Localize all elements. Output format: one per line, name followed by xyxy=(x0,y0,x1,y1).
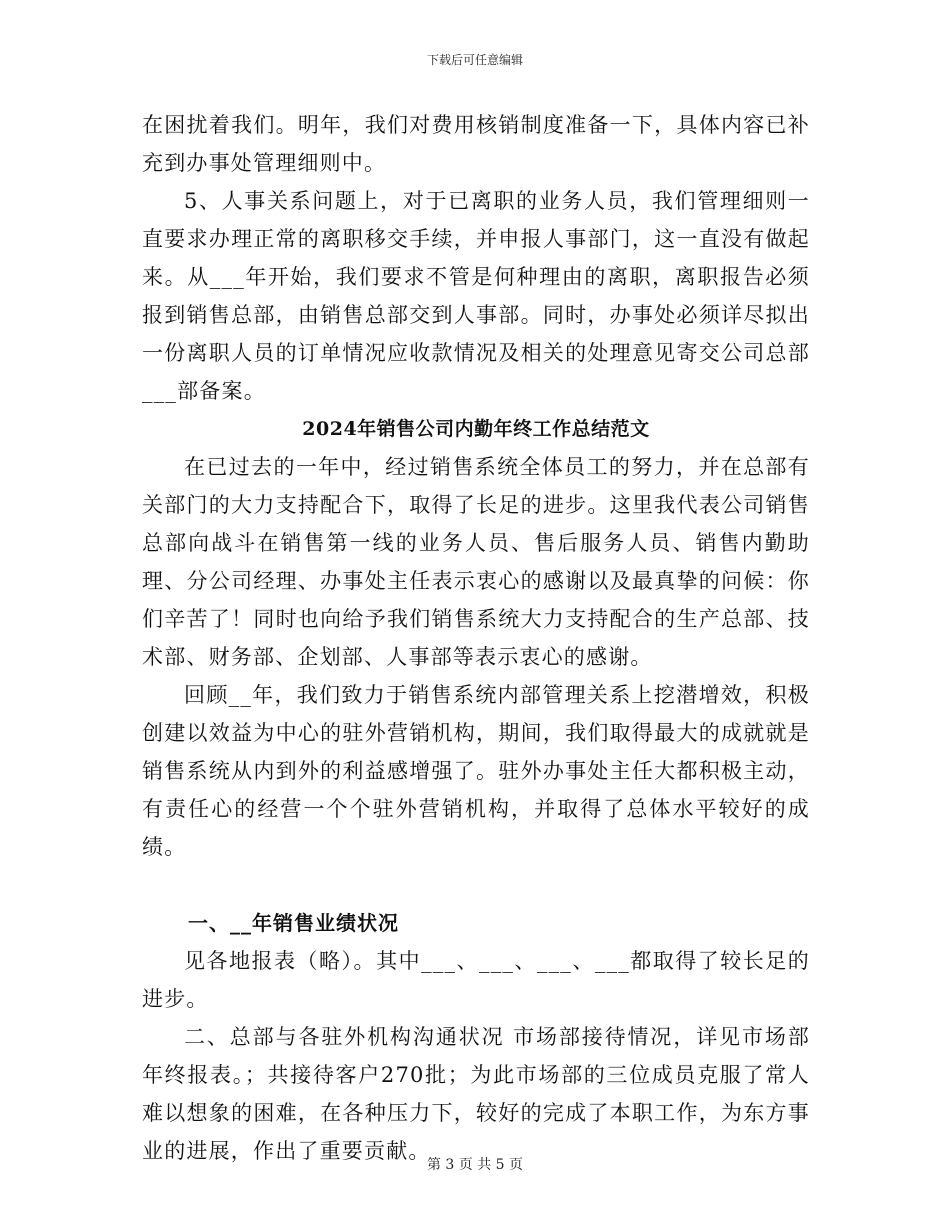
article-title: 2024年销售公司内勤年终工作总结范文 xyxy=(302,418,650,440)
paragraph-review: 回顾__年，我们致力于销售系统内部管理关系上挖潜增效，积极创建以效益为中心的驻外营销机构，期间，我们取得最大的成就就是销售系统从内到外的利益感增强了。驻外办事处主任大都积极主动，有责任心的经营一个个驻外营销机构，并取得了总体水平较好的成绩。 xyxy=(142,683,810,859)
paragraph-continuation: 在困扰着我们。明年，我们对费用核销制度准备一下，具体内容已补充到办事处管理细则中。 xyxy=(142,113,810,175)
paragraph-intro: 在已过去的一年中，经过销售系统全体员工的努力，并在总部有关部门的大力支持配合下，取得了长足的进步。这里我代表公司销售总部向战斗在销售第一线的业务人员、售后服务人员、销售内勤助理、分公司经理、办事处主任表示衷心的感谢以及最真挚的问候：你们辛苦了！同时也向给予我们销售系统大力支持配合的生产总部、技术部、财务部、企划部、人事部等表示衷心的感谢。 xyxy=(142,455,810,669)
paragraph-personnel: 5、人事关系问题上，对于已离职的业务人员，我们管理细则一直要求办理正常的离职移交手续，并申报人事部门，这一直没有做起来。从___年开始，我们要求不管是何种理由的离职，离职报告必须报到销售总部，由销售总部交到人事部。同时，办事处必须详尽拟出一份离职人员的订单情况应收款情况及相关的处理意见寄交公司总部___部备案。 xyxy=(142,189,810,403)
paragraph-communication: 二、总部与各驻外机构沟通状况 市场部接待情况，详见市场部年终报表。；共接待客户270批；为此市场部的三位成员克服了常人难以想象的困难，在各种压力下，较好的完成了本职工作，为东方事业的进展，作出了重要贡献。 xyxy=(142,1025,810,1163)
page-header: 下载后可任意编辑 xyxy=(426,53,523,67)
section-heading-sales: 一、__年销售业绩状况 xyxy=(188,911,399,935)
page-number: 第 3 页 共 5 页 xyxy=(426,1157,524,1173)
paragraph-sales: 见各地报表（略）。其中___、___、___、___都取得了较长足的进步。 xyxy=(142,949,810,1011)
document-body xyxy=(142,106,810,1170)
